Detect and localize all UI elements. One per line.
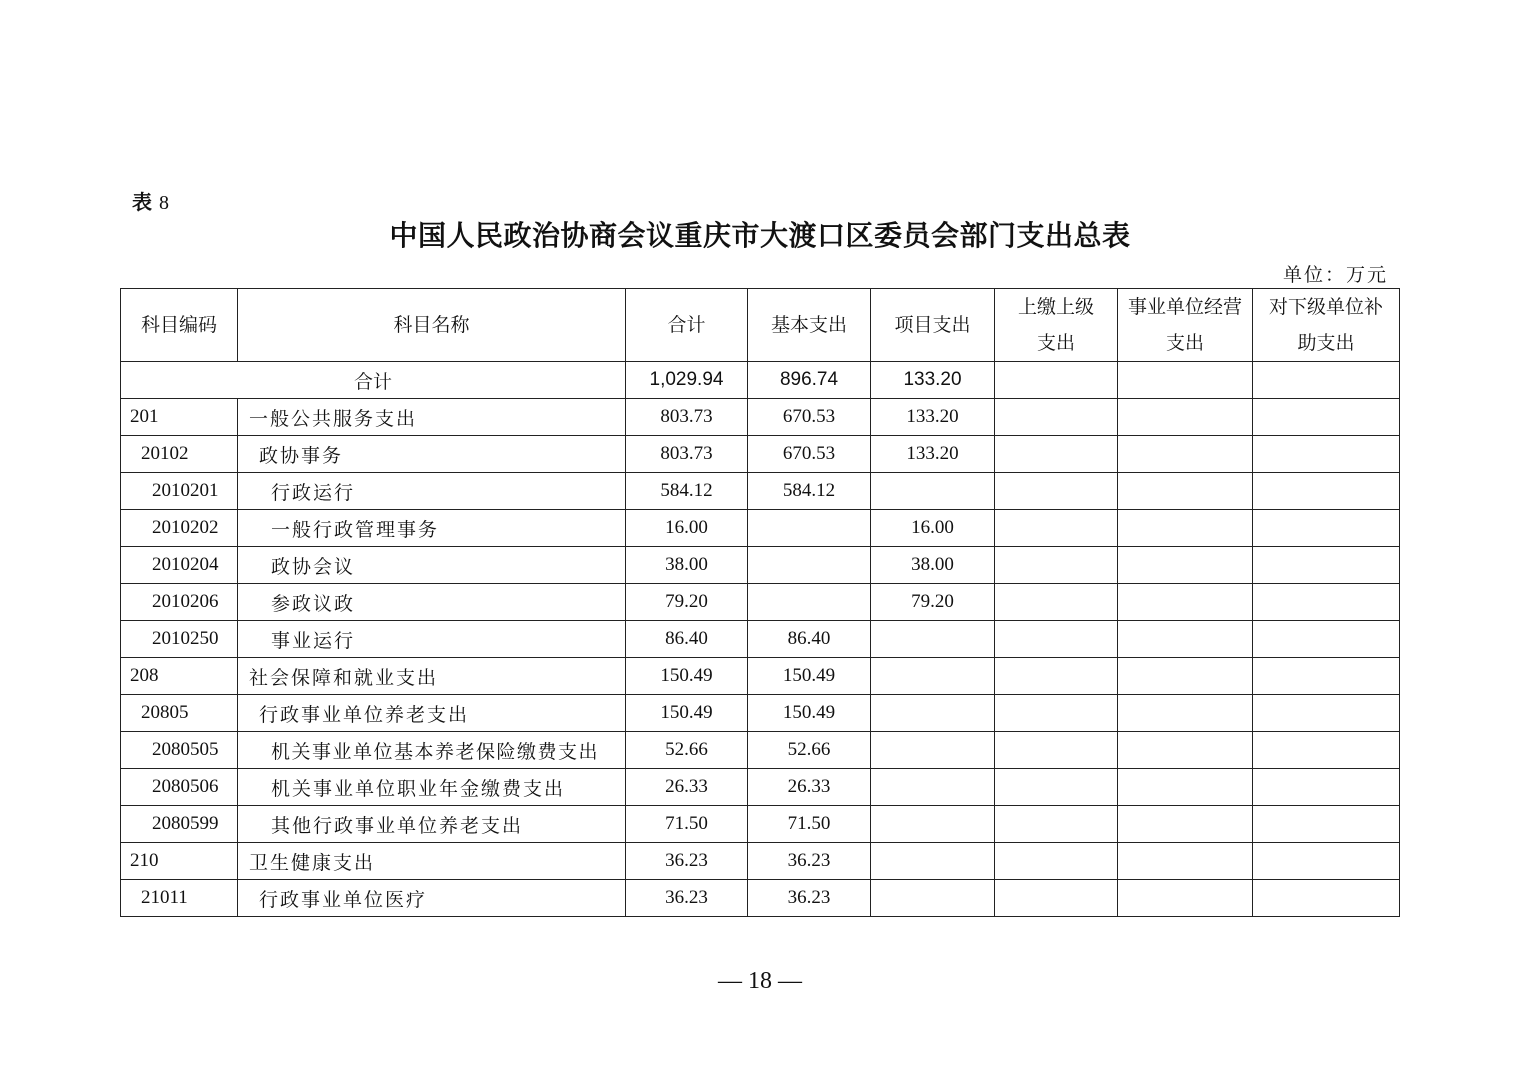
row-basic: 670.53 (748, 436, 871, 473)
row-basic: 670.53 (748, 399, 871, 436)
row-business (1118, 399, 1253, 436)
row-business (1118, 658, 1253, 695)
table-row (121, 806, 1400, 843)
table-row (121, 843, 1400, 880)
header-business: 事业单位经营支出 (1118, 289, 1253, 362)
total-row (121, 362, 1400, 399)
row-basic: 150.49 (748, 695, 871, 732)
row-project: 79.20 (871, 584, 995, 621)
row-total: 36.23 (626, 880, 748, 917)
row-business (1118, 880, 1253, 917)
row-business (1118, 806, 1253, 843)
header-name: 科目名称 (238, 289, 626, 362)
row-subsidy (1253, 399, 1400, 436)
row-basic (748, 547, 871, 584)
table-row (121, 658, 1400, 695)
row-business (1118, 510, 1253, 547)
row-project: 38.00 (871, 547, 995, 584)
table-row (121, 621, 1400, 658)
row-business (1118, 769, 1253, 806)
row-code: 2080505 (121, 732, 238, 769)
table-label (132, 186, 169, 215)
table-label-prefix: 表 (132, 190, 152, 214)
table-label-number: 8 (158, 192, 169, 214)
row-upper (995, 547, 1118, 584)
table-row (121, 436, 1400, 473)
row-subsidy (1253, 547, 1400, 584)
row-name: 机关事业单位基本养老保险缴费支出 (238, 732, 626, 769)
row-code: 210 (121, 843, 238, 880)
row-subsidy (1253, 880, 1400, 917)
row-project (871, 880, 995, 917)
row-basic (748, 584, 871, 621)
row-code: 2080506 (121, 769, 238, 806)
row-total: 86.40 (626, 621, 748, 658)
row-subsidy (1253, 806, 1400, 843)
row-name: 机关事业单位职业年金缴费支出 (238, 769, 626, 806)
row-code: 2010201 (121, 473, 238, 510)
header-code: 科目编码 (121, 289, 238, 362)
row-subsidy (1253, 695, 1400, 732)
header-subsidy: 对下级单位补助支出 (1253, 289, 1400, 362)
table-row (121, 399, 1400, 436)
row-business (1118, 547, 1253, 584)
row-business (1118, 436, 1253, 473)
row-project (871, 806, 995, 843)
table-row (121, 584, 1400, 621)
table-row (121, 473, 1400, 510)
row-subsidy (1253, 621, 1400, 658)
row-code: 2010250 (121, 621, 238, 658)
row-basic: 150.49 (748, 658, 871, 695)
row-basic: 584.12 (748, 473, 871, 510)
row-subsidy (1253, 658, 1400, 695)
table-row (121, 547, 1400, 584)
row-upper (995, 695, 1118, 732)
row-name: 卫生健康支出 (238, 843, 626, 880)
row-upper (995, 436, 1118, 473)
row-upper (995, 473, 1118, 510)
row-name: 参政议政 (238, 584, 626, 621)
row-business (1118, 695, 1253, 732)
row-total: 52.66 (626, 732, 748, 769)
row-business (1118, 732, 1253, 769)
row-code: 21011 (121, 880, 238, 917)
row-total: 38.00 (626, 547, 748, 584)
row-business (1118, 473, 1253, 510)
row-basic: 36.23 (748, 843, 871, 880)
row-project (871, 769, 995, 806)
row-name: 政协事务 (238, 436, 626, 473)
row-subsidy (1253, 473, 1400, 510)
row-upper (995, 584, 1118, 621)
row-basic: 26.33 (748, 769, 871, 806)
table-row (121, 880, 1400, 917)
total-basic: 896.74 (748, 362, 871, 399)
total-label: 合计 (121, 362, 626, 399)
row-project: 133.20 (871, 436, 995, 473)
row-project (871, 621, 995, 658)
row-basic: 52.66 (748, 732, 871, 769)
header-basic: 基本支出 (748, 289, 871, 362)
row-code: 2010204 (121, 547, 238, 584)
row-name: 其他行政事业单位养老支出 (238, 806, 626, 843)
row-name: 一般行政管理事务 (238, 510, 626, 547)
expenditure-table (120, 288, 1400, 917)
page-number: — 18 — (718, 968, 802, 994)
row-name: 社会保障和就业支出 (238, 658, 626, 695)
row-project (871, 732, 995, 769)
row-project: 16.00 (871, 510, 995, 547)
row-name: 行政运行 (238, 473, 626, 510)
row-total: 803.73 (626, 399, 748, 436)
row-subsidy (1253, 732, 1400, 769)
row-upper (995, 658, 1118, 695)
row-total: 71.50 (626, 806, 748, 843)
row-project: 133.20 (871, 399, 995, 436)
row-total: 150.49 (626, 695, 748, 732)
total-subsidy (1253, 362, 1400, 399)
row-code: 2010206 (121, 584, 238, 621)
row-upper (995, 806, 1118, 843)
row-upper (995, 621, 1118, 658)
row-code: 2010202 (121, 510, 238, 547)
row-business (1118, 621, 1253, 658)
row-upper (995, 769, 1118, 806)
table-row (121, 695, 1400, 732)
header-upper: 上缴上级支出 (995, 289, 1118, 362)
row-upper (995, 843, 1118, 880)
total-sum: 1,029.94 (626, 362, 748, 399)
row-code: 20102 (121, 436, 238, 473)
table-row (121, 732, 1400, 769)
row-total: 26.33 (626, 769, 748, 806)
header-row (121, 289, 1400, 362)
row-basic (748, 510, 871, 547)
unit-label: 单位：万元 (1282, 264, 1388, 286)
table-row (121, 769, 1400, 806)
row-basic: 71.50 (748, 806, 871, 843)
row-subsidy (1253, 436, 1400, 473)
row-total: 36.23 (626, 843, 748, 880)
header-project: 项目支出 (871, 289, 995, 362)
row-name: 一般公共服务支出 (238, 399, 626, 436)
row-business (1118, 584, 1253, 621)
row-total: 16.00 (626, 510, 748, 547)
total-project: 133.20 (871, 362, 995, 399)
total-upper (995, 362, 1118, 399)
row-code: 2080599 (121, 806, 238, 843)
row-code: 208 (121, 658, 238, 695)
row-name: 行政事业单位医疗 (238, 880, 626, 917)
row-business (1118, 843, 1253, 880)
row-name: 事业运行 (238, 621, 626, 658)
row-project (871, 658, 995, 695)
row-total: 584.12 (626, 473, 748, 510)
row-subsidy (1253, 843, 1400, 880)
row-total: 150.49 (626, 658, 748, 695)
row-project (871, 473, 995, 510)
header-total: 合计 (626, 289, 748, 362)
row-basic: 36.23 (748, 880, 871, 917)
row-subsidy (1253, 584, 1400, 621)
row-basic: 86.40 (748, 621, 871, 658)
row-upper (995, 880, 1118, 917)
row-code: 20805 (121, 695, 238, 732)
row-project (871, 843, 995, 880)
row-upper (995, 732, 1118, 769)
row-total: 79.20 (626, 584, 748, 621)
row-project (871, 695, 995, 732)
row-name: 政协会议 (238, 547, 626, 584)
row-subsidy (1253, 769, 1400, 806)
row-upper (995, 399, 1118, 436)
row-subsidy (1253, 510, 1400, 547)
row-code: 201 (121, 399, 238, 436)
table-row (121, 510, 1400, 547)
row-total: 803.73 (626, 436, 748, 473)
total-business (1118, 362, 1253, 399)
document-title: 中国人民政治协商会议重庆市大渡口区委员会部门支出总表 (389, 219, 1131, 252)
row-name: 行政事业单位养老支出 (238, 695, 626, 732)
row-upper (995, 510, 1118, 547)
